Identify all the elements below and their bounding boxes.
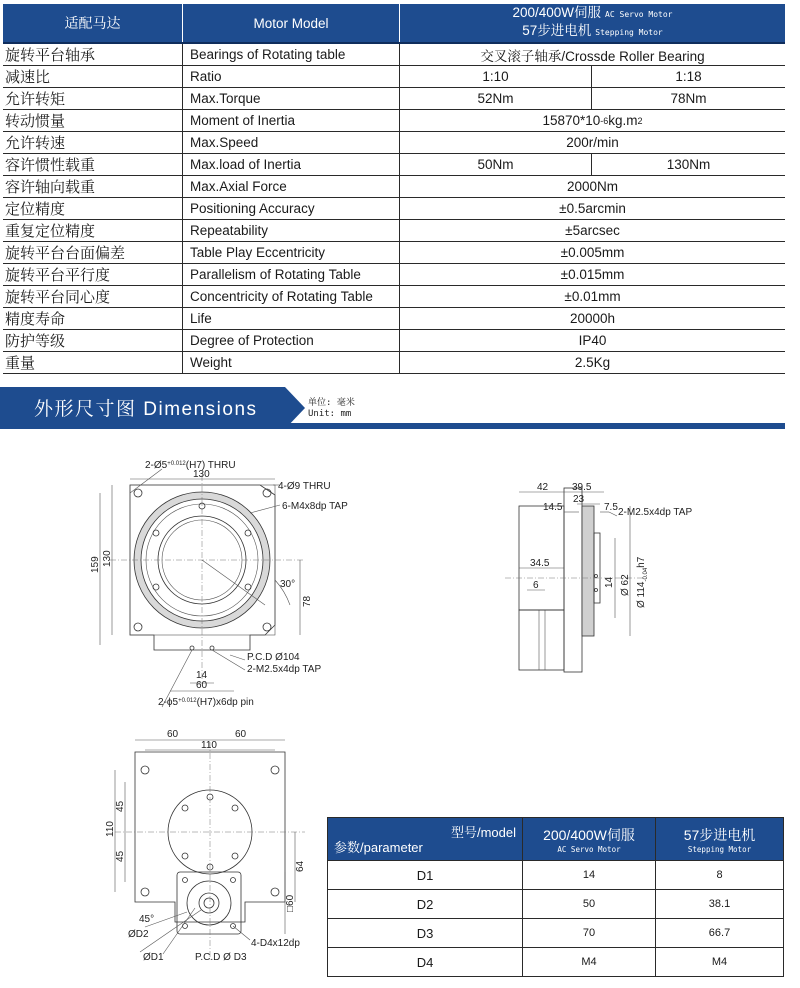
spec-row-life — [3, 308, 785, 330]
row-cn-label: 旋转平台轴承 — [3, 44, 183, 65]
row-cn-label: 重复定位精度 — [3, 220, 183, 241]
row-value — [400, 110, 785, 131]
header-servo — [513, 5, 673, 23]
spec-row-ratio — [3, 66, 785, 88]
thru-holes-label: $2-Ø5^{+0.012}(H7)$ THRU — [145, 460, 236, 471]
spec-row-protection — [3, 330, 785, 352]
dim-78-label: 78 — [302, 595, 313, 607]
row-cn-label: 旋转平台同心度 — [3, 286, 183, 307]
width-130-label: 130 — [193, 469, 210, 480]
tap-6-label: 6-M4x8dp TAP — [282, 501, 348, 512]
row-en-label: Parallelism of Rotating Table — [183, 264, 400, 285]
row-cn-label: 防护等级 — [3, 330, 183, 351]
row-en-label: Max.Speed — [183, 132, 400, 153]
corner-hole — [263, 623, 271, 631]
header-servo-label: 200/400W伺服 — [512, 5, 602, 20]
param-value-servo: M4 — [523, 948, 656, 977]
param-col-stepper — [656, 818, 784, 861]
row-value-servo: 52Nm — [400, 88, 592, 109]
corner-hole — [134, 489, 142, 497]
pin-label: $2-\phi 5^{+0.012}(H7)x6dp$ pin — [158, 697, 254, 708]
row-value: ±0.5arcmin — [559, 201, 626, 216]
side-tap-label: 2-M2.5x4dp TAP — [618, 507, 693, 518]
param-label: D2 — [328, 890, 523, 919]
flange — [564, 488, 582, 672]
spec-row-axial-force — [3, 176, 785, 198]
side-dim-39-5: 39.5 — [572, 482, 592, 493]
param-value-servo: 70 — [523, 919, 656, 948]
dim-14-label: 14 — [196, 670, 208, 681]
height-130-label: 130 — [102, 550, 113, 567]
row-value: ±0.01mm — [564, 289, 621, 304]
spec-row-torque — [3, 88, 785, 110]
row-cn-label: 减速比 — [3, 66, 183, 87]
side-dim-6: 6 — [533, 580, 539, 591]
bottom-od2: ØD2 — [128, 929, 149, 940]
row-value: 2000Nm — [566, 179, 619, 194]
row-cn-label: 允许转矩 — [3, 88, 183, 109]
row-en-label: Positioning Accuracy — [183, 198, 400, 219]
bottom-w60-a: 60 — [167, 729, 179, 740]
row-value-stepper: 1:18 — [675, 69, 702, 84]
unit-note — [308, 398, 355, 420]
corner-param-label: 参数/parameter — [334, 840, 423, 855]
spec-row-positioning — [3, 198, 785, 220]
spec-row-weight — [3, 352, 785, 374]
bottom-angle45: 45° — [139, 914, 155, 925]
header-stepper-small: Stepping Motor — [595, 28, 663, 37]
bottom-tap4: 4-D4x12dp — [251, 938, 300, 949]
side-view-drawing — [505, 478, 745, 688]
row-cn-label: 容许惯性载重 — [3, 154, 183, 175]
header-motor-types — [400, 4, 785, 42]
param-row-d4 — [328, 948, 784, 977]
row-cn-label: 旋转平台台面偏差 — [3, 242, 183, 263]
side-dim-14: 14 — [604, 576, 615, 588]
bottom-w110: 110 — [201, 740, 217, 751]
param-row-d2 — [328, 890, 784, 919]
param-label: D4 — [328, 948, 523, 977]
param-value-stepper: 8 — [656, 861, 784, 890]
row-en-label: Life — [183, 308, 400, 329]
row-en-label: Degree of Protection — [183, 330, 400, 351]
spec-row-concentricity — [3, 286, 785, 308]
bottom-view-drawing — [95, 722, 325, 982]
bottom-sq60: □60 — [285, 894, 296, 912]
spec-row-inertia — [3, 110, 785, 132]
spec-row-speed — [3, 132, 785, 154]
row-value-stepper: 78Nm — [670, 91, 707, 106]
rotating-table-side — [582, 506, 594, 636]
header-adapted-motor: 适配马达 — [3, 4, 183, 42]
row-cn-label: 精度寿命 — [3, 308, 183, 329]
side-dim-62: Ø 62 — [620, 574, 631, 596]
row-cn-label: 允许转速 — [3, 132, 183, 153]
bottom-h45-a: 45 — [115, 800, 126, 812]
row-en-label: Max.Axial Force — [183, 176, 400, 197]
banner-title: 外形尺寸图 Dimensions — [34, 399, 258, 420]
top-view-drawing — [90, 455, 390, 715]
row-value: ±5arcsec — [565, 223, 620, 238]
tap-2-label: 2-M2.5x4dp TAP — [247, 664, 322, 675]
param-value-stepper: M4 — [656, 948, 784, 977]
holes-4-label: 4-Ø9 THRU — [278, 481, 331, 492]
row-value-stepper: 130Nm — [666, 157, 711, 172]
bottom-h45-b: 45 — [115, 850, 126, 862]
inertia-exp: -6 — [600, 115, 609, 126]
row-en-label: Ratio — [183, 66, 400, 87]
inertia-unit-exp: 2 — [637, 115, 643, 126]
bottom-h110: 110 — [105, 821, 116, 837]
row-en-label: Repeatability — [183, 220, 400, 241]
row-en-label: Max.load of Inertia — [183, 154, 400, 175]
spec-row-load-inertia — [3, 154, 785, 176]
row-value: 20000h — [569, 311, 616, 326]
row-en-label: Moment of Inertia — [183, 110, 400, 131]
row-en-label: Table Play Eccentricity — [183, 242, 400, 263]
param-row-d3 — [328, 919, 784, 948]
param-corner-cell — [328, 818, 523, 861]
spec-table — [3, 4, 785, 374]
row-value: 交叉滚子轴承/Crossde Roller Bearing — [480, 48, 705, 64]
spec-header-row — [3, 4, 785, 44]
param-value-stepper: 66.7 — [656, 919, 784, 948]
pcd-104-label: P.C.D Ø104 — [247, 652, 300, 663]
side-dim-42: 42 — [537, 482, 549, 493]
height-159-label: 159 — [90, 556, 101, 573]
row-cn-label: 容许轴向载重 — [3, 176, 183, 197]
row-cn-label: 重量 — [3, 352, 183, 373]
row-value: 2.5Kg — [574, 355, 611, 370]
spec-row-eccentricity — [3, 242, 785, 264]
row-en-label: Weight — [183, 352, 400, 373]
bottom-pcd3: P.C.D Ø D3 — [195, 952, 247, 963]
side-dim-114: Ø $114_{-0.04}h7$ — [636, 556, 649, 608]
row-value-servo: 1:10 — [400, 66, 592, 87]
header-motor-model: Motor Model — [183, 4, 400, 42]
param-row-d1 — [328, 861, 784, 890]
spec-row-repeatability — [3, 220, 785, 242]
inertia-value: 15870*10 — [542, 113, 601, 128]
spec-row-parallelism — [3, 264, 785, 286]
side-dim-7-5: 7.5 — [604, 502, 618, 513]
param-value-servo: 14 — [523, 861, 656, 890]
servo-col-small: AC Servo Motor — [557, 844, 621, 854]
corner-model-label: 型号/model — [450, 825, 516, 840]
motor-body — [519, 610, 564, 670]
spec-row-bearing — [3, 44, 785, 66]
stepper-col-label: 57步进电机 — [683, 826, 756, 843]
header-servo-small: AC Servo Motor — [605, 10, 673, 19]
header-stepper-label: 57步进电机 — [522, 23, 592, 38]
dimensions-banner — [0, 387, 800, 429]
stepper-col-small: Stepping Motor — [687, 844, 752, 854]
inertia-unit: kg.m — [608, 113, 638, 128]
row-en-label: Max.Torque — [183, 88, 400, 109]
row-value: ±0.015mm — [560, 267, 625, 282]
row-value: IP40 — [578, 333, 607, 348]
corner-hole — [263, 489, 271, 497]
param-value-stepper: 38.1 — [656, 890, 784, 919]
param-value-servo: 50 — [523, 890, 656, 919]
row-en-label: Concentricity of Rotating Table — [183, 286, 400, 307]
row-en-label: Bearings of Rotating table — [183, 44, 400, 65]
bottom-od1: ØD1 — [143, 952, 164, 963]
dim-60-label: 60 — [196, 680, 208, 691]
corner-hole — [134, 623, 142, 631]
param-col-servo — [523, 818, 656, 861]
unit-cn: 单位: 毫米 — [308, 398, 355, 408]
row-value: ±0.005mm — [560, 245, 625, 260]
angle-30-label: 30° — [280, 579, 296, 590]
parameter-table — [327, 817, 784, 977]
row-cn-label: 旋转平台平行度 — [3, 264, 183, 285]
param-label: D3 — [328, 919, 523, 948]
header-stepper — [522, 23, 662, 41]
side-dim-14-5: 14.5 — [543, 502, 563, 513]
param-header-row — [328, 818, 784, 861]
side-dim-34-5: 34.5 — [530, 558, 550, 569]
param-label: D1 — [328, 861, 523, 890]
unit-en: Unit: mm — [308, 409, 352, 419]
bottom-w60-b: 60 — [235, 729, 247, 740]
side-dim-23: 23 — [573, 494, 585, 505]
bottom-h64: 64 — [295, 860, 306, 872]
servo-col-label: 200/400W伺服 — [543, 826, 635, 843]
row-cn-label: 定位精度 — [3, 198, 183, 219]
row-cn-label: 转动惯量 — [3, 110, 183, 131]
row-value: 200r/min — [566, 135, 619, 150]
row-value-servo: 50Nm — [400, 154, 592, 175]
